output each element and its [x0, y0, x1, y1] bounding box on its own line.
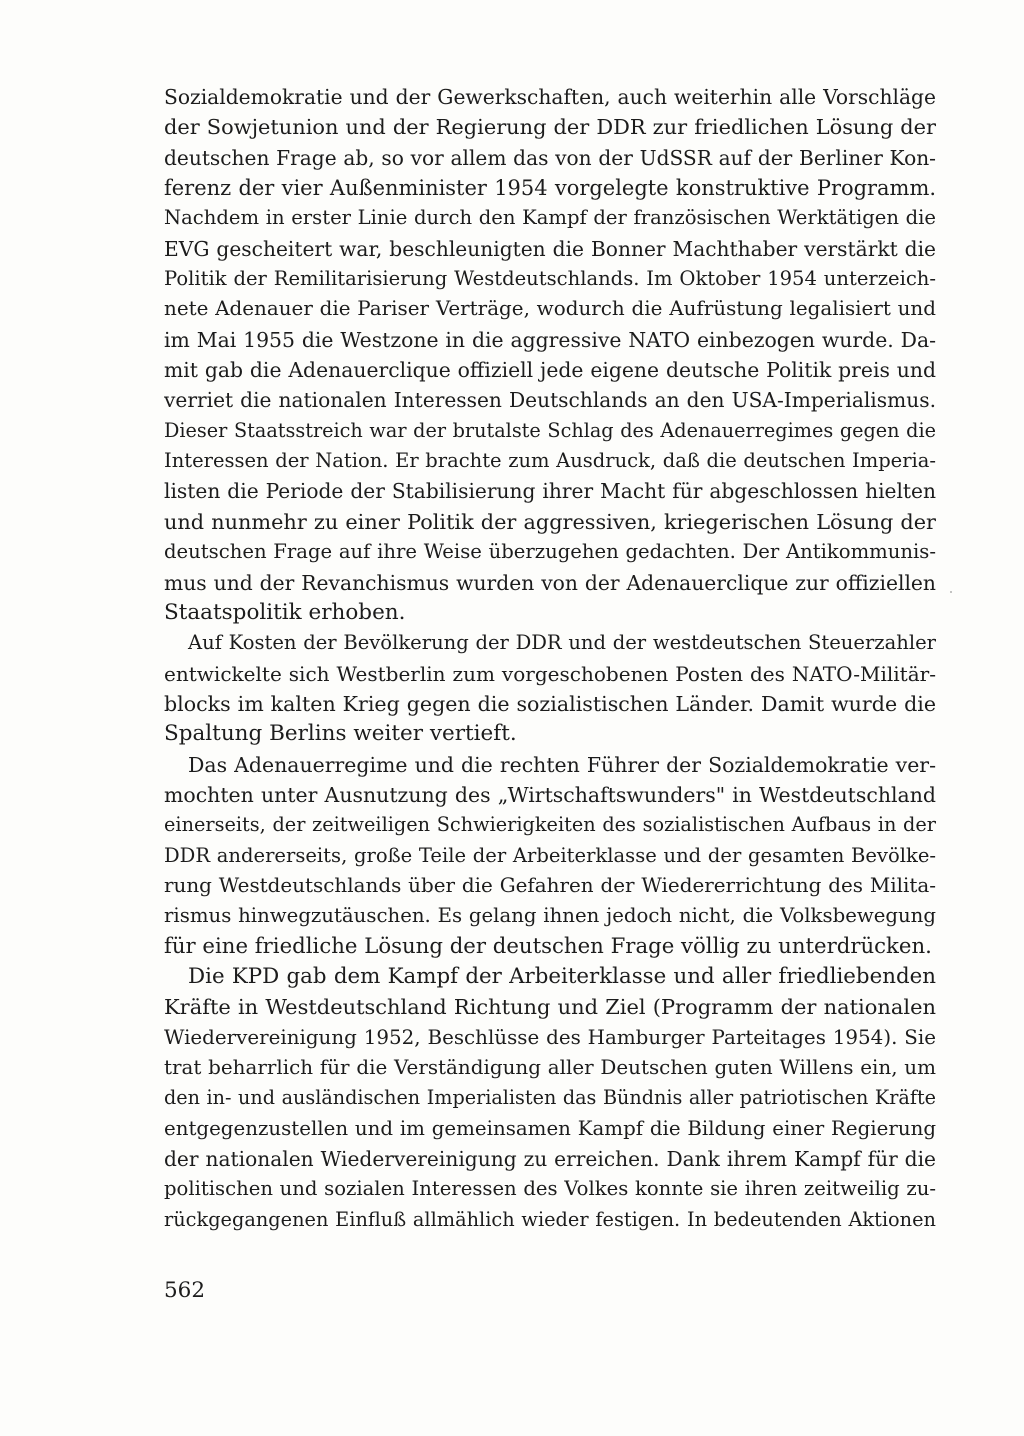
text-line: trat beharrlich für die Verständigung aller Deutschen guten Willens ein, um — [164, 1056, 936, 1079]
text-line: DDR andererseits, große Teile der Arbeiterklasse und der gesamten Bevölke- — [164, 843, 936, 867]
paragraph — [164, 628, 936, 749]
text-line: entwickelte sich Westberlin zum vorgeschobenen Posten des NATO-Militär- — [164, 661, 936, 686]
text-line: Sozialdemokratie und der Gewerkschaften, auch weiterhin alle Vorschläge — [164, 85, 936, 109]
text-line: Die KPD gab dem Kampf der Arbeiterklasse und aller friedliebenden — [188, 963, 936, 989]
text-line: Kräfte in Westdeutschland Richtung und Ziel (Programm der nationalen — [164, 995, 936, 1020]
text-line: der Sowjetunion und der Regierung der DDR zur friedlichen Lösung der — [164, 115, 936, 140]
text-line: mus und der Revanchismus wurden von der Adenauerclique zur offiziellen — [164, 570, 936, 595]
text-line: Auf Kosten der Bevölkerung der DDR und der westdeutschen Steuerzahler — [188, 631, 936, 655]
text-line: für eine friedliche Lösung der deutschen Frage völlig zu unterdrücken. — [164, 933, 932, 959]
text-line: EVG gescheitert war, beschleunigten die Bonner Machthaber verstärkt die — [164, 236, 936, 261]
text-line: Politik der Remilitarisierung Westdeutschlands. Im Oktober 1954 unterzeich- — [164, 267, 936, 291]
text-line: Das Adenauerregime und die rechten Führer der Sozialdemokratie ver- — [188, 752, 936, 777]
text-line: verriet die nationalen Interessen Deutschlands an den USA-Imperialismus. — [164, 388, 936, 413]
text-line: Wiedervereinigung 1952, Beschlüsse des Hamburger Parteitages 1954). Sie — [164, 1025, 936, 1049]
text-line: Spaltung Berlins weiter vertieft. — [164, 721, 517, 747]
text-line: rung Westdeutschlands über die Gefahren der Wiedererrichtung des Milita- — [164, 873, 936, 897]
paragraph — [164, 750, 936, 962]
text-line: nete Adenauer die Pariser Verträge, wodurch die Aufrüstung legalisiert und — [164, 297, 936, 321]
text-line: ferenz der vier Außenminister 1954 vorgelegte konstruktive Programm. — [164, 176, 936, 201]
text-line: rismus hinwegzutäuschen. Es gelang ihnen jedoch nicht, die Volksbewegung — [164, 904, 936, 928]
paragraph — [164, 82, 936, 628]
text-line: blocks im kalten Krieg gegen die sozialistischen Länder. Damit wurde die — [164, 691, 936, 716]
text-line: politischen und sozialen Interessen des Volkes konnte sie ihren zeitweilig zu- — [164, 1177, 936, 1201]
text-line: Dieser Staatsstreich war der brutalste Schlag des Adenauerregimes gegen die — [164, 418, 936, 442]
text-line: und nunmehr zu einer Politik der aggressiven, kriegerischen Lösung der — [164, 509, 936, 534]
margin-mark — [950, 591, 952, 593]
text-line: mochten unter Ausnutzung des „Wirtschaftswunders" in Westdeutschland — [164, 782, 936, 807]
text-line: Staatspolitik erhoben. — [164, 599, 406, 625]
text-line: Nachdem in erster Linie durch den Kampf der französischen Werktätigen die — [164, 206, 936, 230]
text-line: den in- und ausländischen Imperialisten das Bündnis aller patriotischen Kräfte — [164, 1086, 936, 1110]
text-line: deutschen Frage ab, so vor allem das von der UdSSR auf der Berliner Kon- — [164, 145, 936, 170]
body-text — [164, 82, 936, 1235]
text-line: der nationalen Wiedervereinigung zu erreichen. Dank ihrem Kampf für die — [164, 1147, 936, 1172]
text-line: einerseits, der zeitweiligen Schwierigkeiten des sozialistischen Aufbaus in der — [164, 813, 936, 837]
paragraph — [164, 962, 936, 1235]
text-line: deutschen Frage auf ihre Weise überzugehen gedachten. Der Antikommunis- — [164, 540, 936, 564]
text-line: im Mai 1955 die Westzone in die aggressive NATO einbezogen wurde. Da- — [164, 327, 936, 352]
page-number: 562 — [164, 1278, 206, 1303]
text-line: rückgegangenen Einfluß allmählich wieder festigen. In bedeutenden Aktionen — [164, 1207, 936, 1231]
text-line: Interessen der Nation. Er brachte zum Ausdruck, daß die deutschen Imperia- — [164, 449, 936, 473]
text-line: mit gab die Adenauerclique offiziell jede eigene deutsche Politik preis und — [164, 358, 936, 383]
text-line: listen die Periode der Stabilisierung ihrer Macht für abgeschlossen hielten — [164, 479, 936, 504]
text-line: entgegenzustellen und im gemeinsamen Kampf die Bildung einer Regierung — [164, 1116, 936, 1140]
